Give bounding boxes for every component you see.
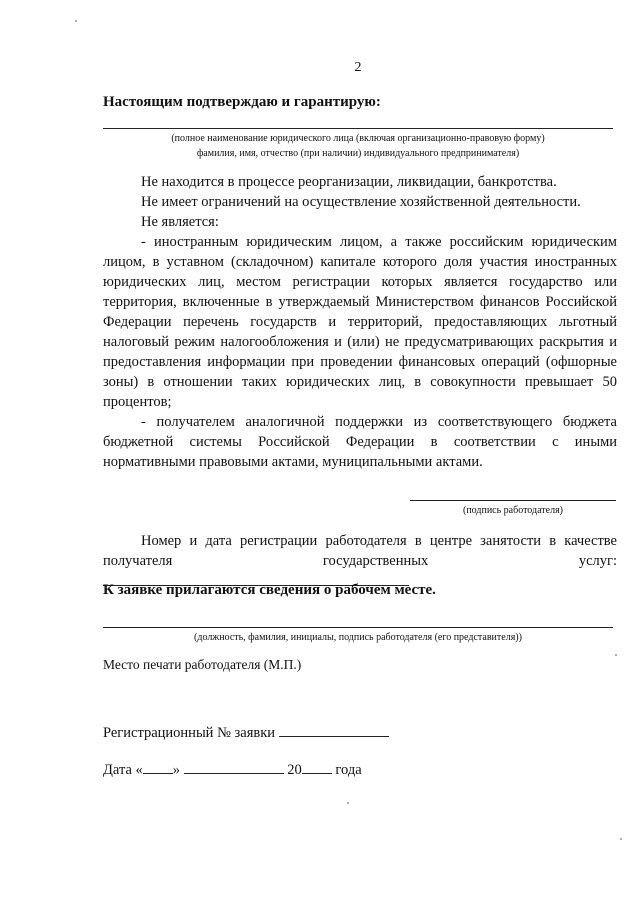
scan-speck [347,802,349,804]
date-row [103,759,362,779]
scan-speck [615,654,617,656]
statement-restrictions: Не имеет ограничений на осуществление хозяйственной деятельности. [141,194,581,210]
entity-caption-line1: (полное наименование юридического лица (включая организационно-правовую форму) [171,133,545,144]
application-number-row [103,722,389,742]
date-close-quote: » [172,762,181,778]
statement-not-is: Не является: [141,214,219,230]
application-number-label: Регистрационный № заявки [103,725,276,741]
signature-caption: (подпись работодателя) [462,505,564,516]
date-year-prefix: 20 [287,762,302,778]
date-prefix: Дата « [103,762,143,778]
attachment-heading: К заявке прилагаются сведения о рабочем месте. [103,582,436,598]
stamp-label: Место печати работодателя (М.П.) [103,657,302,672]
date-day-field[interactable] [143,759,173,774]
position-line [103,627,613,628]
statements-block [103,172,617,472]
application-number-field[interactable] [279,722,389,737]
statement-item-foreign: - иностранным юридическим лицом, а также российским юридическим лицом, в уставном (складочном) капитале которого доля участия иностранных юридических лиц, местом регистрации которых является государство или территория, включенные в утверждаемый Министерством финансов Российской Федерации перечень государств и территорий, предоставляющих льготный налоговый режим налогообложения и (или) не предусматривающих раскрытия и предоставления информации при проведении финансовых операций (офшорные зоны) в отношении таких юридических лиц, в совокупности превышает 50 процентов; [103,234,617,410]
scan-speck [75,20,77,22]
page-number: 2 [354,60,362,75]
statement-item-support: - получателем аналогичной поддержки из соответствующего бюджета бюджетной системы Российской Федерации в соответствии с иными нормативными правовыми актами, муниципальными актами. [103,414,617,470]
guarantee-heading: Настоящим подтверждаю и гарантирую: [103,94,381,110]
scan-speck [620,838,622,840]
entity-caption-line2: фамилия, имя, отчество (при наличии) индивидуального предпринимателя) [196,148,520,159]
entity-caption [103,131,613,161]
position-caption: (должность, фамилия, инициалы, подпись работодателя (его представителя)) [194,632,522,643]
registration-label: Номер и дата регистрации работодателя в центре занятости в качестве получателя государственных услуг: [103,533,617,569]
statement-reorganization: Не находится в процессе реорганизации, ликвидации, банкротства. [141,174,557,190]
entity-name-line [103,128,613,129]
signature-line [410,500,616,501]
date-year-field[interactable] [302,759,332,774]
date-year-suffix: года [335,762,362,778]
date-month-field[interactable] [184,759,284,774]
